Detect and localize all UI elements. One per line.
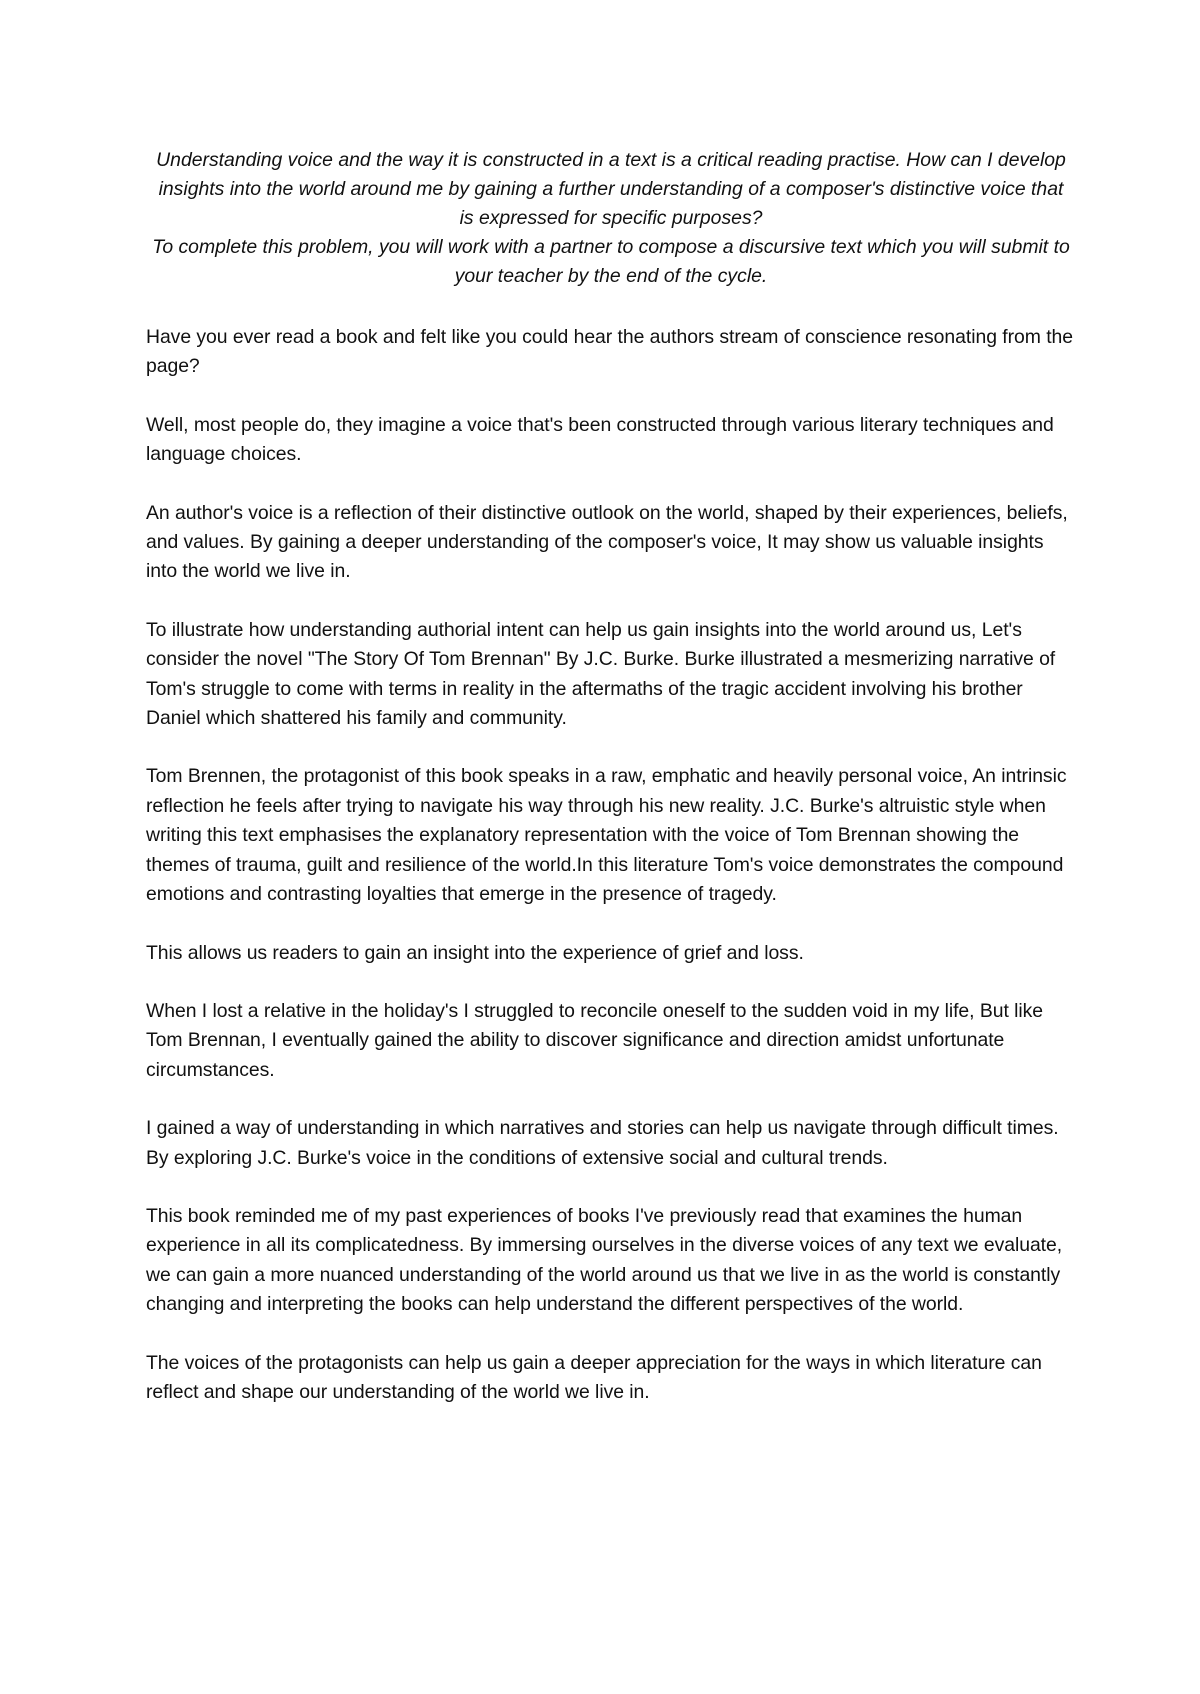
paragraph-6: This allows us readers to gain an insight into the experience of grief and loss. bbox=[146, 941, 804, 964]
paragraph-7: When I lost a relative in the holiday's I struggled to reconcile oneself to the sudden void in my life, But like Tom Brennan, I eventually gained the ability to discover significance and direction amidst unfortunate circumstances. bbox=[146, 999, 1044, 1081]
paragraph-9: This book reminded me of my past experiences of books I've previously read that examines the human experience in all its complicatedness. By immersing ourselves in the diverse voices of any text we evaluate, we can gain a more nuanced understanding of the world around us that we live in as the world is constantly changing and interpreting the books can help understand the different perspectives of the world. bbox=[146, 1204, 1063, 1316]
paragraph-2: Well, most people do, they imagine a voice that's been constructed through various literary techniques and language choices. bbox=[146, 413, 1054, 466]
intro-task: To complete this problem, you will work with a partner to compose a discursive text which you will submit to your teacher by the end of the cycle. bbox=[152, 236, 1070, 287]
paragraph-1: Have you ever read a book and felt like you could hear the authors stream of conscience resonating from the page? bbox=[146, 326, 1074, 378]
paragraph-8: I gained a way of understanding in which narratives and stories can help us navigate through difficult times. By exploring J.C. Burke's voice in the conditions of extensive social and cultural trends. bbox=[146, 1117, 1059, 1169]
paragraph-4: To illustrate how understanding authorial intent can help us gain insights into the world around us, Let's consider the novel "The Story Of Tom Brennan" By J.C. Burke. Burke illustrated a mesmerizing narrative of Tom's struggle to come with terms in reality in the aftermaths of the tragic accident involving his brother Daniel which shattered his family and community. bbox=[146, 618, 1056, 730]
intro-prompt bbox=[146, 146, 1076, 291]
document-page bbox=[146, 146, 1076, 1436]
intro-question: Understanding voice and the way it is constructed in a text is a critical reading practise. How can I develop insights into the world around me by gaining a further understanding of a composer's distinctive voice that is expressed for specific purposes? bbox=[156, 149, 1066, 229]
paragraph-10: The voices of the protagonists can help us gain a deeper appreciation for the ways in which literature can reflect and shape our understanding of the world we live in. bbox=[146, 1351, 1042, 1403]
paragraph-3: An author's voice is a reflection of their distinctive outlook on the world, shaped by their experiences, beliefs, and values. By gaining a deeper understanding of the composer's voice, It may show us valuable insights into the world we live in. bbox=[146, 501, 1068, 583]
paragraph-5: Tom Brennen, the protagonist of this book speaks in a raw, emphatic and heavily personal voice, An intrinsic reflection he feels after trying to navigate his way through his new reality. J.C. Burke's altruistic style when writing this text emphasises the explanatory representation with the voice of Tom Brennan showing the themes of trauma, guilt and resilience of the world.In this literature Tom's voice demonstrates the compound emotions and contrasting loyalties that emerge in the presence of tragedy. bbox=[146, 765, 1067, 906]
